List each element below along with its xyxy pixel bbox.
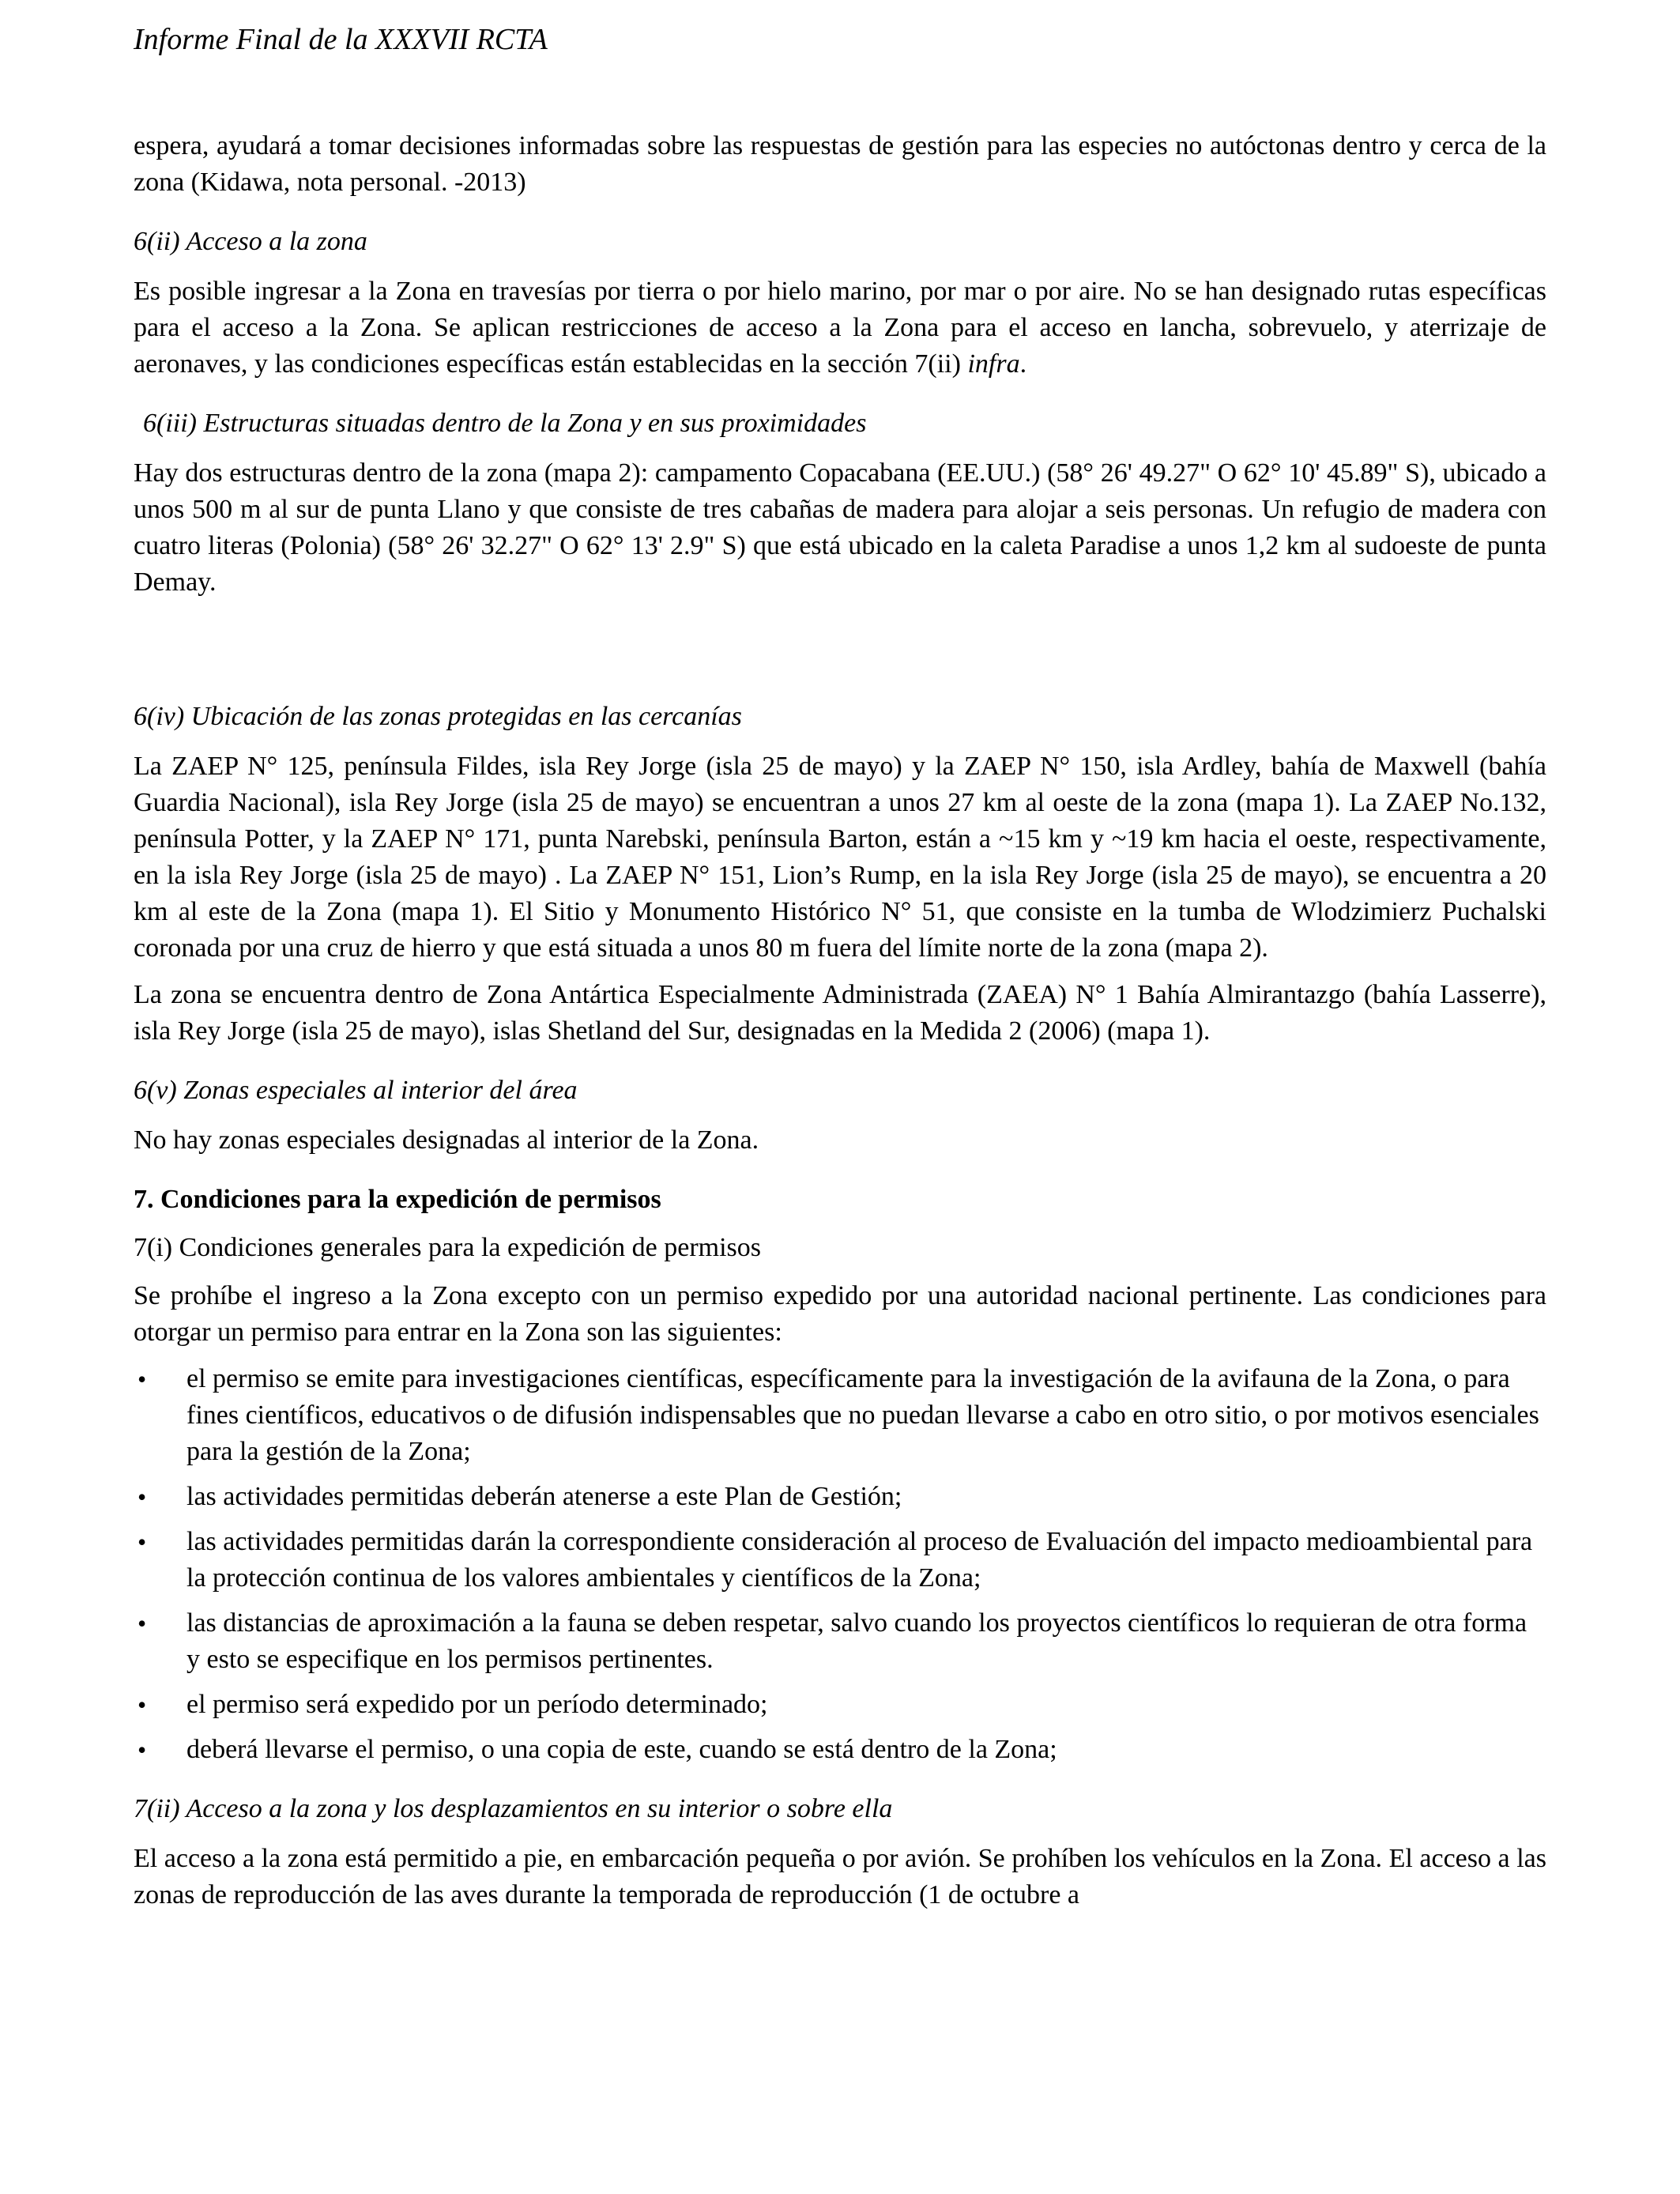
paragraph-6ii	[134, 273, 1546, 383]
list-item-text: las actividades permitidas deberán atenerse a este Plan de Gestión;	[186, 1482, 902, 1511]
bullet-icon: •	[137, 1528, 147, 1556]
list-item	[134, 1605, 1546, 1678]
continuation-paragraph: espera, ayudará a tomar decisiones informadas sobre las respuestas de gestión para las especies no autóctonas dentro y cerca de la zona (Kidawa, nota personal. -2013)	[134, 131, 1546, 197]
list-item-text: las actividades permitidas darán la correspondiente consideración al proceso de Evaluación del impacto medioambiental para la protección continua de los valores ambientales y científicos de la Zona;	[186, 1527, 1533, 1593]
paragraph-6ii-period: .	[1019, 349, 1027, 379]
bullet-icon: •	[137, 1609, 147, 1638]
paragraph-6ii-text: Es posible ingresar a la Zona en travesías por tierra o por hielo marino, por mar o por aire. No se han designado rutas específicas para el acceso a la Zona. Se aplican restricciones de acceso a la Zona para el acceso en lancha, sobrevuelo, y aterrizaje de aeronaves, y las condiciones específicas están establecidas en la sección 7(ii)	[134, 277, 1546, 379]
section-heading-6v: 6(v) Zonas especiales al interior del área	[134, 1076, 578, 1105]
bullet-icon: •	[137, 1736, 147, 1764]
section-heading-7ii: 7(ii) Acceso a la zona y los desplazamientos en su interior o sobre ella	[134, 1794, 893, 1823]
paragraph-6ii-infra: infra	[967, 349, 1020, 379]
section-heading-7: 7. Condiciones para la expedición de permisos	[134, 1185, 661, 1214]
paragraph-7i: Se prohíbe el ingreso a la Zona excepto con un permiso expedido por una autoridad nacional pertinente. Las condiciones para otorgar un permiso para entrar en la Zona son las siguientes:	[134, 1281, 1546, 1347]
section-heading-6iv: 6(iv) Ubicación de las zonas protegidas en las cercanías	[134, 702, 742, 731]
paragraph-7ii: El acceso a la zona está permitido a pie, en embarcación pequeña o por avión. Se prohíben los vehículos en la Zona. El acceso a las zonas de reproducción de las aves durante la temporada de reproducción (1 de octubre a	[134, 1844, 1546, 1909]
list-item	[134, 1524, 1546, 1596]
paragraph-6iii: Hay dos estructuras dentro de la zona (mapa 2): campamento Copacabana (EE.UU.) (58° 26' 49.27" O 62° 10' 45.89" S), ubicado a unos 500 m al sur de punta Llano y que consiste de tres cabañas de madera para alojar a seis personas. Un refugio de madera con cuatro literas (Polonia) (58° 26' 32.27" O 62° 13' 2.9" S) que está ubicado en la caleta Paradise a unos 1,2 km al sudoeste de punta Demay.	[134, 458, 1546, 597]
list-item-text: el permiso será expedido por un período determinado;	[186, 1690, 768, 1719]
list-item-text: el permiso se emite para investigaciones científicas, específicamente para la investigación de la avifauna de la Zona, o para fines científicos, educativos o de difusión indispensables que no puedan llevarse a cabo en otro sitio, o por motivos esenciales para la gestión de la Zona;	[186, 1364, 1539, 1466]
section-heading-7i: 7(i) Condiciones generales para la expedición de permisos	[134, 1233, 762, 1262]
document-body	[134, 128, 1546, 1924]
permit-conditions-list	[134, 1361, 1546, 1768]
list-item-text: deberá llevarse el permiso, o una copia de este, cuando se está dentro de la Zona;	[186, 1735, 1057, 1764]
bullet-icon: •	[137, 1483, 147, 1511]
paragraph-6iv-zaea: La zona se encuentra dentro de Zona Antártica Especialmente Administrada (ZAEA) N° 1 Bahía Almirantazgo (bahía Lasserre), isla Rey Jorge (isla 25 de mayo), islas Shetland del Sur, designadas en la Medida 2 (2006) (mapa 1).	[134, 980, 1546, 1046]
list-item	[134, 1361, 1546, 1470]
running-header: Informe Final de la XXXVII RCTA	[134, 23, 548, 56]
list-item-text: las distancias de aproximación a la fauna se deben respetar, salvo cuando los proyectos científicos lo requieran de otra forma y esto se especifique en los permisos pertinentes.	[186, 1608, 1527, 1674]
list-item	[134, 1479, 1546, 1515]
paragraph-6v: No hay zonas especiales designadas al interior de la Zona.	[134, 1125, 759, 1155]
paragraph-6iv-protected-areas: La ZAEP N° 125, península Fildes, isla Rey Jorge (isla 25 de mayo) y la ZAEP N° 150, isla Ardley, bahía de Maxwell (bahía Guardia Nacional), isla Rey Jorge (isla 25 de mayo) se encuentran a unos 27 km al oeste de la zona (mapa 1). La ZAEP No.132, península Potter, y la ZAEP N° 171, punta Narebski, península Barton, están a ~15 km y ~19 km hacia el oeste, respectivamente, en la isla Rey Jorge (isla 25 de mayo) . La ZAEP N° 151, Lion’s Rump, en la isla Rey Jorge (isla 25 de mayo), se encuentra a 20 km al este de la Zona (mapa 1). El Sitio y Monumento Histórico N° 51, que consiste en la tumba de Wlodzimierz Puchalski coronada por una cruz de hierro y que está situada a unos 80 m fuera del límite norte de la zona (mapa 2).	[134, 752, 1546, 963]
bullet-icon: •	[137, 1365, 147, 1393]
list-item	[134, 1687, 1546, 1723]
section-heading-6ii: 6(ii) Acceso a la zona	[134, 227, 367, 256]
bullet-icon: •	[137, 1691, 147, 1719]
list-item	[134, 1732, 1546, 1768]
blank-space	[134, 611, 1546, 676]
section-heading-6iii: 6(iii) Estructuras situadas dentro de la Zona y en sus proximidades	[143, 409, 867, 438]
